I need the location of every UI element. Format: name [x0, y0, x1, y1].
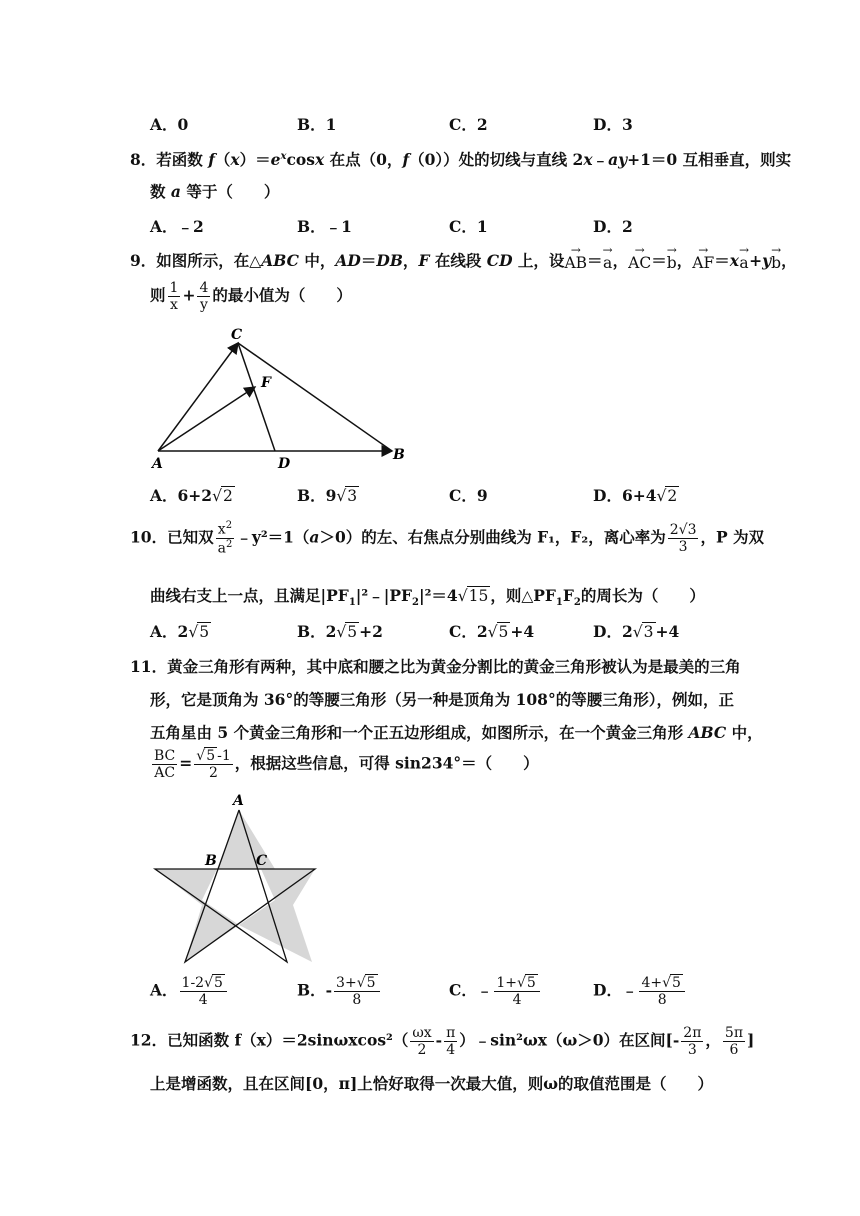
q10-option-a: A．2√5	[150, 622, 210, 641]
q8-stem-line2: 数 a 等于（ ）	[150, 182, 280, 201]
label-d: D	[278, 456, 291, 472]
q10-stem-line2: 曲线右支上一点，且满足$|PF_1|^2﹣|PF_2|^2=4√15$ ，则$\triangle PF_1F_2$的周长为（ ）	[150, 586, 705, 609]
q9-triangle-figure	[140, 325, 420, 475]
label-f: F	[261, 375, 271, 391]
label-a: A	[233, 793, 244, 809]
side-cb	[238, 343, 392, 451]
q9-stem-line2: 则 $\frac{1}{x}$ + $\frac{4}{y}$ 的最小值为（ ）	[150, 280, 352, 314]
q11-stem-line2: 形，它是顶角为 36°的等腰三角形（另一种是顶角为 108°的等腰三角形），例如，正	[150, 690, 734, 709]
q11-option-c: C．﹣ $\frac{1+√5}{4}$	[449, 975, 542, 1008]
q7-option-a: A．0	[150, 115, 189, 134]
q9-option-a: A．6+2√2	[150, 486, 233, 505]
q9-option-d: D．6+4√2	[593, 486, 678, 505]
q10-option-d: D．2√3 +4	[593, 622, 680, 641]
q8-stem-line1: 8．若函数 $f(x)=e^x\cos x$ 在点（0，f（0））处的切线与直线 2x﹣ay+1＝0 互相垂直，则实	[130, 150, 792, 169]
q10-option-c: C．2√5 +4	[449, 622, 535, 641]
q11-stem-line3: 五角星由 5 个黄金三角形和一个正五边形组成，如图所示，在一个黄金三角形 ABC 中，	[150, 723, 763, 742]
vector-af	[158, 387, 255, 451]
q9-option-b: B．9√3	[297, 486, 358, 505]
q11-stem-line1: 11．黄金三角形有两种，其中底和腰之比为黄金分割比的黄金三角形被认为是最美的三角	[130, 657, 741, 676]
q7-option-b: B．1	[297, 115, 337, 134]
q8-option-d: D．2	[593, 217, 633, 236]
side-ac	[158, 343, 238, 451]
q11-option-a: A． $\frac{1-2√5}{4}$	[150, 975, 229, 1008]
segment-cd	[238, 343, 275, 451]
label-b: B	[205, 853, 217, 869]
q11-option-b: B．- $\frac{3+√5}{8}$	[297, 975, 382, 1008]
q12-stem-line1: 12．已知函数 f（x）＝2sinωxcos²（ $\frac{\omega x}{2}$ - $\frac{\pi}{4}$ ）﹣sin²ωx（ω＞0）在区间[- $\frac{2\pi}{3}$ ， $\frac{5\pi}{6}$ ]	[130, 1025, 755, 1059]
q9-stem-line1: 9．如图所示，在△ABC 中，AD＝DB，F 在线段 CD 上，设 → AB ＝ → a ， → AC ＝ → b ， → AF ＝x → a +y → b ，	[130, 243, 797, 272]
q8-option-b: B．﹣1	[297, 217, 352, 236]
label-b: B	[393, 447, 405, 463]
q12-stem-line2: 上是增函数，且在区间[0，π]上恰好取得一次最大值，则ω的取值范围是（ ）	[150, 1074, 714, 1093]
label-a: A	[152, 456, 163, 472]
q9-option-c: C．9	[449, 486, 488, 505]
q11-stem-line4: $\frac{BC}{AC}$ = $\frac{√5 -1}{2}$ ，根据这些信息，可得 sin234°＝（ ）	[154, 748, 539, 782]
q7-option-d: D．3	[593, 115, 633, 134]
q7-option-c: C．2	[449, 115, 488, 134]
q10-stem-line1: 10．已知双 $\frac{x^2}{a^2}$ ﹣y²＝1（a＞0）的左、右焦点分别曲线为 F₁，F₂，离心率为 $\frac{2√3}{3}$ ，P 为双	[130, 520, 765, 557]
label-c: C	[256, 853, 268, 869]
q11-pentagram-figure	[145, 790, 335, 975]
q10-option-b: B．2√5 +2	[297, 622, 383, 641]
q8-option-a: A．﹣2	[150, 217, 204, 236]
label-c: C	[231, 327, 243, 343]
q8-option-c: C．1	[449, 217, 488, 236]
q11-option-d: D．﹣ $\frac{4+√5}{8}$	[593, 975, 687, 1008]
